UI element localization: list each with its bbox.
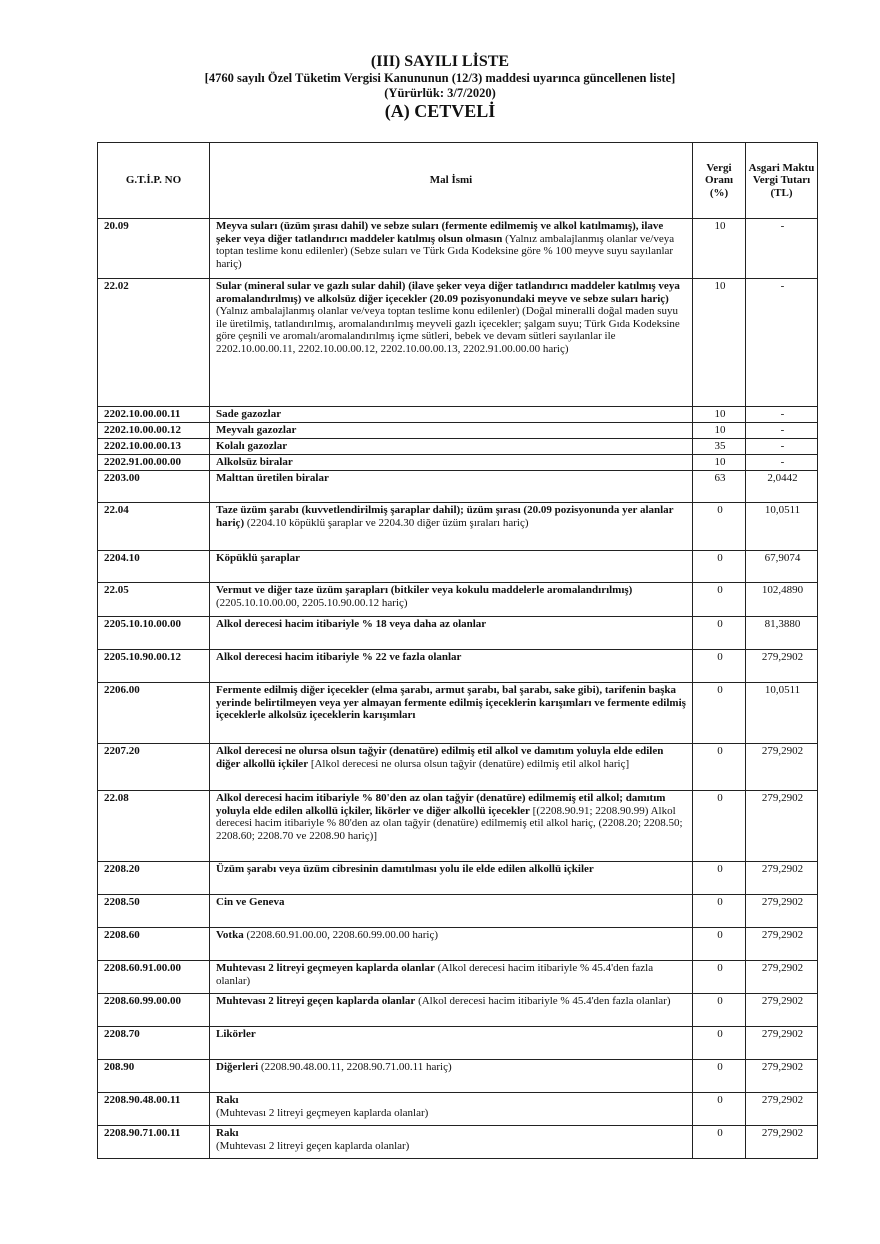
row-tax-rate: 0 [693,1060,746,1093]
row-tax-rate: 0 [693,1126,746,1159]
table-row [98,617,818,650]
table-row [98,279,818,407]
row-product-name [210,744,693,791]
table-row [98,583,818,617]
row-product-name [210,471,693,503]
row-tax-rate: 35 [693,439,746,455]
row-code: 22.08 [98,791,210,862]
row-product-name [210,650,693,683]
row-min-amount: - [746,279,818,407]
row-min-amount: - [746,439,818,455]
row-min-amount: 279,2902 [746,961,818,994]
row-product-name-bold: Meyvalı gazozlar [216,424,297,436]
row-code: 2208.50 [98,895,210,928]
row-code: 22.05 [98,583,210,617]
row-product-name-bold: Malttan üretilen biralar [216,472,329,484]
row-min-amount: 279,2902 [746,1027,818,1060]
row-product-name [210,439,693,455]
row-product-name-bold: Üzüm şarabı veya üzüm cibresinin damıtılması yolu ile elde edilen alkollü içkiler [216,863,594,875]
row-tax-rate: 0 [693,1027,746,1060]
row-code: 2208.70 [98,1027,210,1060]
row-product-name [210,1126,693,1159]
row-product-name [210,423,693,439]
row-product-name-note: (Yalnız ambalajlanmış olanlar ve/veya toptan teslime konu edilenler) (Doğal mineralli doğal maden suyu ile üretilmiş, tatlandırılmış, aromalandırılmış meyveli gazlı içecekler; şalgam suyu; Türk Gıda Kodeksine göre çeşnili ve aromalı/aromalandırılmış içme sütleri, bebek ve devam sütleri sayılanlar ile 2202.10.00.00.11, 2202.10.00.00.12, 2202.10.00.00.13, 2202.91.00.00.00 hariç) [216,305,680,355]
row-product-name [210,583,693,617]
row-tax-rate: 0 [693,994,746,1027]
row-min-amount: - [746,423,818,439]
table-row [98,683,818,744]
table-row [98,862,818,895]
row-product-name [210,683,693,744]
row-product-name-note: (Yalnız ambalajlanmış olanlar ve/veya toptan teslime konu edilenler) (Sebze suları ve Türk Gıda Kodeksine göre % 100 meyve suyu sayılanlar hariç) [216,232,675,270]
table-row [98,423,818,439]
row-product-name [210,994,693,1027]
row-product-name [210,455,693,471]
row-tax-rate: 0 [693,617,746,650]
row-min-amount: 279,2902 [746,928,818,961]
row-product-name-bold: Alkol derecesi hacim itibariyle % 80'den az olan tağyir (denatüre) edilmemiş etil alkol; damıtım yoluyla elde edilen alkollü içkiler, likörler ve diğer alkollü içecekler [216,792,666,817]
row-tax-rate: 63 [693,471,746,503]
row-tax-rate: 0 [693,583,746,617]
row-min-amount: - [746,455,818,471]
row-code: 2208.20 [98,862,210,895]
row-code: 2208.60.91.00.00 [98,961,210,994]
list-title: (III) SAYILI LİSTE [370,53,510,70]
table-row [98,1027,818,1060]
row-product-name-bold: Muhtevası 2 litreyi geçen kaplarda olanlar [216,995,416,1007]
row-min-amount: 279,2902 [746,1060,818,1093]
row-min-amount: 10,0511 [746,683,818,744]
row-code: 2208.90.48.00.11 [98,1093,210,1126]
row-tax-rate: 0 [693,928,746,961]
row-min-amount: 279,2902 [746,650,818,683]
table-row [98,961,818,994]
table-row [98,407,818,423]
row-product-name-bold: Alkol derecesi ne olursa olsun tağyir (denatüre) edilmiş etil alkol ve damıtım yoluyla elde edilen diğer alkollü içkiler [216,745,664,770]
row-tax-rate: 10 [693,407,746,423]
row-product-name [210,551,693,583]
row-min-amount: 279,2902 [746,1093,818,1126]
row-code: 22.02 [98,279,210,407]
row-product-name-bold: Cin ve Geneva [216,896,285,908]
row-product-name [210,617,693,650]
column-header-code: G.T.İ.P. NO [98,143,210,219]
row-tax-rate: 0 [693,650,746,683]
row-product-name-bold: Fermente edilmiş diğer içecekler (elma şarabı, armut şarabı, bal şarabı, sake gibi), tarifenin başka yerinde belirtilmeyen veya yer almayan fermente edilmiş içeceklerin karışımları ve fermente edilmiş içeceklerle alkolsüz içeceklerin karışımları [216,684,686,722]
row-min-amount: - [746,407,818,423]
table-row [98,219,818,279]
column-header-amount: Asgari Maktu Vergi Tutarı (TL) [746,143,818,219]
row-product-name [210,219,693,279]
row-min-amount: 279,2902 [746,1126,818,1159]
row-product-name-bold: Meyva suları (üzüm şırası dahil) ve sebze suları (fermente edilmemiş ve alkol katılmamış), ilave şeker veya diğer tatlandırıcı maddeler katılmış olsun olmasın [216,220,664,245]
row-product-name-bold: Alkol derecesi hacim itibariyle % 18 veya daha az olanlar [216,618,487,630]
table-row [98,551,818,583]
table-row [98,928,818,961]
row-tax-rate: 0 [693,961,746,994]
row-min-amount: 279,2902 [746,744,818,791]
table-row [98,471,818,503]
row-code: 2205.10.90.00.12 [98,650,210,683]
row-product-name-bold: Vermut ve diğer taze üzüm şarapları (bitkiler veya kokulu maddelerle aromalandırılmış) [216,584,633,596]
row-product-name-bold: Rakı [216,1127,239,1139]
row-product-name-note: (Muhtevası 2 litreyi geçmeyen kaplarda olanlar) [216,1106,429,1119]
row-tax-rate: 0 [693,551,746,583]
row-product-name [210,791,693,862]
row-tax-rate: 0 [693,503,746,551]
row-product-name-bold: Votka [216,929,244,941]
cetvel-title: (A) CETVELİ [384,101,496,121]
column-header-rate: Vergi Oranı (%) [693,143,746,219]
row-product-name [210,1060,693,1093]
row-product-name-note: [Alkol derecesi ne olursa olsun tağyir (denatüre) edilmiş etil alkol hariç] [308,757,630,770]
row-code: 2202.91.00.00.00 [98,455,210,471]
row-product-name [210,1027,693,1060]
row-min-amount: 279,2902 [746,895,818,928]
row-min-amount: 279,2902 [746,791,818,862]
table-row [98,895,818,928]
row-min-amount: - [746,219,818,279]
row-product-name [210,279,693,407]
table-row [98,503,818,551]
row-product-name-note: (Alkol derecesi hacim itibariyle % 45.4'den fazla olanlar) [415,995,671,1007]
row-tax-rate: 10 [693,279,746,407]
row-code: 2208.60.99.00.00 [98,994,210,1027]
row-tax-rate: 0 [693,1093,746,1126]
row-code: 20.09 [98,219,210,279]
row-product-name [210,895,693,928]
row-code: 2206.00 [98,683,210,744]
row-product-name-bold: Rakı [216,1094,239,1106]
row-product-name-bold: Alkolsüz biralar [216,456,293,468]
row-min-amount: 2,0442 [746,471,818,503]
row-product-name-note: (Muhtevası 2 litreyi geçen kaplarda olanlar) [216,1139,410,1152]
row-product-name-bold: Kolalı gazozlar [216,440,288,452]
row-code: 2208.90.71.00.11 [98,1126,210,1159]
row-product-name-note: [(2208.90.91; 2208.90.99) Alkol derecesi hacim itibariyle % 80'den az olan tağyir (denatüre) edilmemiş etil alkol hariç, (2208.20; 2208.50; 2208.60; 2208.70 ve 2208.90 hariç)] [216,804,683,842]
row-product-name-note: (2208.60.91.00.00, 2208.60.99.00.00 hariç) [243,929,439,941]
row-product-name-note: (2205.10.10.00.00, 2205.10.90.00.12 hariç) [216,596,408,609]
row-product-name-bold: Taze üzüm şarabı (kuvvetlendirilmiş şaraplar dahil); üzüm şırası (20.09 pozisyonunda yer alanlar hariç) [216,504,674,529]
document-header [0,52,880,122]
row-code: 2204.10 [98,551,210,583]
table-row [98,455,818,471]
row-product-name [210,928,693,961]
table-row [98,1126,818,1159]
row-product-name-bold: Likörler [216,1028,256,1040]
row-product-name-bold: Köpüklü şaraplar [216,552,301,564]
row-product-name-bold: Alkol derecesi hacim itibariyle % 22 ve fazla olanlar [216,651,462,663]
row-product-name [210,503,693,551]
row-product-name-bold: Sular (mineral sular ve gazlı sular dahil) (ilave şeker veya diğer tatlandırıcı maddeler katılmış veya aromalandırılmış) ve alkolsüz diğer içecekler (20.09 pozisyonundaki meyve ve sebze suları hariç) [216,280,680,305]
row-code: 2202.10.00.00.12 [98,423,210,439]
row-code: 2205.10.10.00.00 [98,617,210,650]
row-code: 208.90 [98,1060,210,1093]
effective-date: (Yürürlük: 3/7/2020) [384,86,496,100]
table-row [98,1093,818,1126]
row-tax-rate: 0 [693,895,746,928]
table-row [98,994,818,1027]
row-tax-rate: 10 [693,219,746,279]
row-code: 2202.10.00.00.13 [98,439,210,455]
table-row [98,791,818,862]
table-header-row [98,143,818,219]
row-product-name-note: (2208.90.48.00.11, 2208.90.71.00.11 hariç) [258,1061,452,1073]
row-tax-rate: 0 [693,862,746,895]
row-min-amount: 279,2902 [746,994,818,1027]
row-tax-rate: 10 [693,423,746,439]
row-product-name [210,961,693,994]
row-code: 2208.60 [98,928,210,961]
row-min-amount: 102,4890 [746,583,818,617]
row-tax-rate: 0 [693,791,746,862]
row-min-amount: 81,3880 [746,617,818,650]
tax-table [97,142,818,1159]
row-product-name [210,862,693,895]
table-row [98,744,818,791]
row-min-amount: 10,0511 [746,503,818,551]
row-min-amount: 67,9074 [746,551,818,583]
table-body [98,219,818,1159]
row-product-name-note: (2204.10 köpüklü şaraplar ve 2204.30 diğer üzüm şıraları hariç) [244,516,529,529]
row-product-name [210,1093,693,1126]
row-product-name-bold: Muhtevası 2 litreyi geçmeyen kaplarda olanlar [216,962,435,974]
row-code: 2207.20 [98,744,210,791]
list-subtitle: [4760 sayılı Özel Tüketim Vergisi Kanununun (12/3) maddesi uyarınca güncellenen liste] [204,71,676,85]
table-row [98,650,818,683]
column-header-name: Mal İsmi [210,143,693,219]
row-min-amount: 279,2902 [746,862,818,895]
table-row [98,439,818,455]
row-tax-rate: 0 [693,683,746,744]
row-tax-rate: 0 [693,744,746,791]
table-row [98,1060,818,1093]
row-product-name-bold: Diğerleri [216,1061,259,1073]
row-tax-rate: 10 [693,455,746,471]
row-code: 2203.00 [98,471,210,503]
row-code: 22.04 [98,503,210,551]
row-code: 2202.10.00.00.11 [98,407,210,423]
row-product-name [210,407,693,423]
row-product-name-note: (Alkol derecesi hacim itibariyle % 45.4'den fazla olanlar) [216,962,654,987]
row-product-name-bold: Sade gazozlar [216,408,282,420]
